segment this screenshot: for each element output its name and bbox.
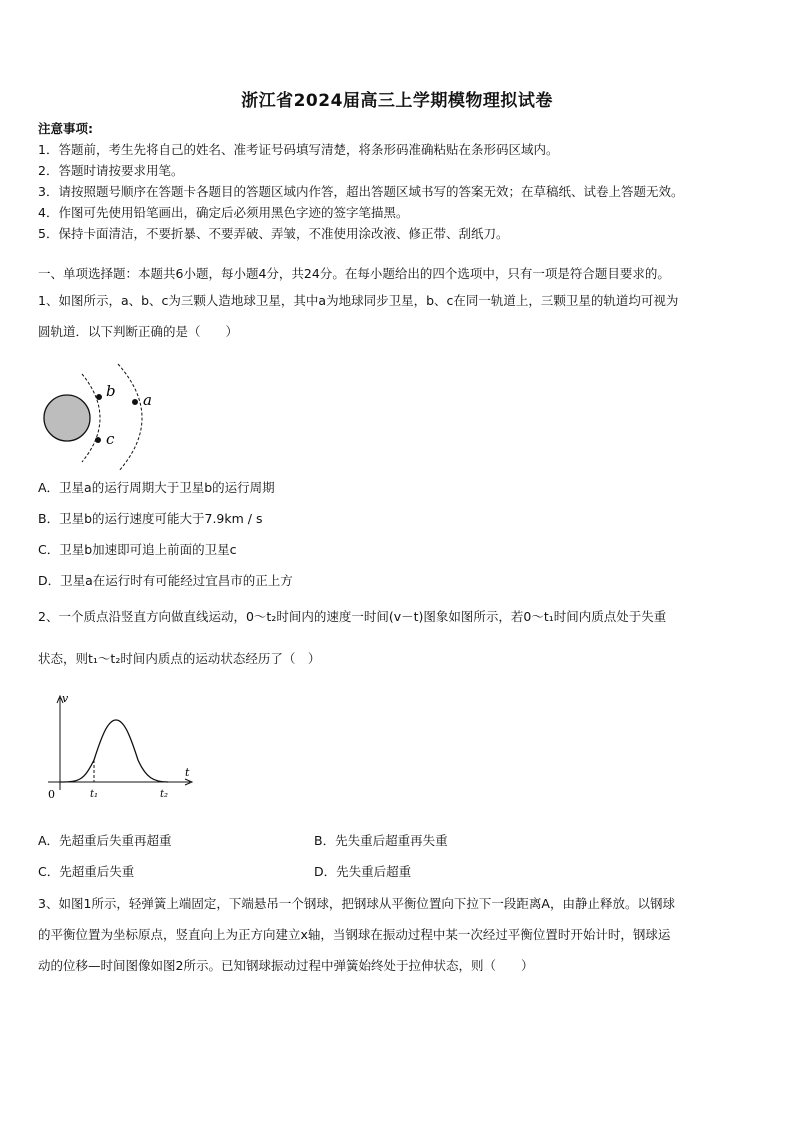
q1-stem-line2: 圆轨道．以下判断正确的是（ ） (38, 324, 239, 339)
q1-stem-line1: 1、如图所示，a、b、c为三颗人造地球卫星，其中a为地球同步卫星，b、c在同一轨道上，三颗卫星的轨道均可视为 (38, 293, 679, 308)
q2-stem-line1: 2、一个质点沿竖直方向做直线运动，0～t₂时间内的速度一时间(v－t)图象如图所示，若0～t₁时间内质点处于失重 (38, 609, 667, 624)
q2-option-c: C．先超重后失重 (38, 864, 135, 879)
q3-stem-line1: 3、如图1所示，轻弹簧上端固定，下端悬吊一个钢球，把钢球从平衡位置向下拉下一段距离A，由静止释放。以钢球 (38, 896, 675, 911)
q1-option-a: A．卫星a的运行周期大于卫星b的运行周期 (38, 480, 275, 495)
label-v: v (62, 692, 69, 705)
q3-stem-line3: 动的位移—时间图像如图2所示。已知钢球振动过程中弹簧始终处于拉伸状态，则（ ） (38, 958, 534, 973)
satellite-c (95, 437, 101, 443)
notes-heading: 注意事项: (38, 121, 93, 136)
section-1-heading: 一、单项选择题：本题共6小题，每小题4分，共24分。在每小题给出的四个选项中，只有一项是符合题目要求的。 (38, 266, 670, 281)
label-t2: t₂ (160, 789, 169, 800)
satellite-a (132, 399, 138, 405)
velocity-curve (60, 720, 168, 782)
label-t: t (185, 766, 190, 779)
label-c: c (106, 430, 115, 448)
q1-option-b: B．卫星b的运行速度可能大于7.9km / s (38, 511, 263, 526)
label-t1: t₁ (90, 789, 99, 800)
q2-stem-line2: 状态，则t₁～t₂时间内质点的运动状态经历了（ ） (38, 651, 321, 666)
note-item-1: 1．答题前，考生先将自己的姓名、准考证号码填写清楚，将条形码准确粘贴在条形码区域内。 (38, 142, 559, 157)
orbit-a (118, 364, 142, 470)
earth (44, 395, 90, 441)
label-a: a (143, 391, 152, 409)
q2-option-b: B．先失重后超重再失重 (314, 833, 448, 848)
q1-satellite-figure (38, 360, 178, 470)
note-item-5: 5．保持卡面清洁，不要折暴、不要弄破、弄皱，不准使用涂改液、修正带、刮纸刀。 (38, 226, 509, 241)
q2-vt-graph (40, 690, 200, 805)
q3-stem-line2: 的平衡位置为坐标原点，竖直向上为正方向建立x轴，当钢球在振动过程中某一次经过平衡位置时开始计时，钢球运 (38, 927, 671, 942)
satellite-b (96, 394, 102, 400)
label-b: b (106, 382, 116, 400)
q1-option-d: D．卫星a在运行时有可能经过宜昌市的正上方 (38, 573, 293, 588)
q2-option-d: D．先失重后超重 (314, 864, 412, 879)
page-title: 浙江省2024届高三上学期模物理拟试卷 (241, 91, 553, 111)
label-origin: 0 (48, 788, 55, 801)
note-item-2: 2．答题时请按要求用笔。 (38, 163, 184, 178)
note-item-4: 4．作图可先使用铅笔画出，确定后必须用黑色字迹的签字笔描黑。 (38, 205, 409, 220)
note-item-3: 3．请按照题号顺序在答题卡各题目的答题区域内作答，超出答题区域书写的答案无效；在草稿纸、试卷上答题无效。 (38, 184, 684, 199)
q1-option-c: C．卫星b加速即可追上前面的卫星c (38, 542, 237, 557)
q2-option-a: A．先超重后失重再超重 (38, 833, 172, 848)
